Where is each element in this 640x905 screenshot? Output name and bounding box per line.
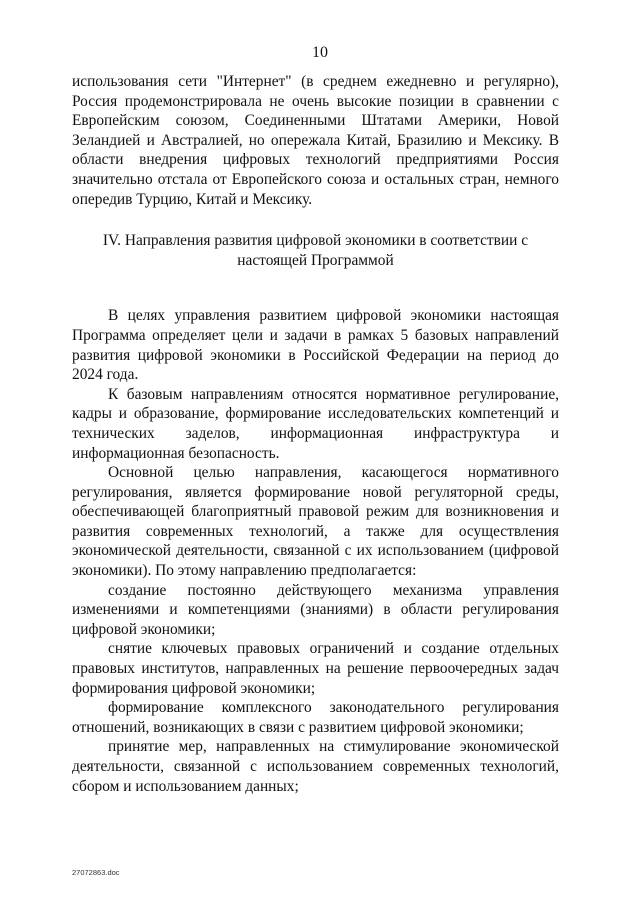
paragraph: В целях управления развитием цифровой экономики настоящая Программа определяет цели и задачи в рамках 5 базовых направлений развития цифровой экономики в Российской Федерации на период до 2024 года. — [72, 307, 559, 384]
section-heading: IV. Направления развития цифровой экономики в соответствии с настоящей Программой — [102, 232, 529, 269]
footer-filename: 27072863.doc — [72, 868, 120, 877]
page-number: 10 — [312, 44, 328, 61]
list-item: создание постоянно действующего механизма управления изменениями и компетенциями (знаниями) в области регулирования цифровой экономики; — [72, 581, 559, 638]
list-item: снятие ключевых правовых ограничений и создание отдельных правовых институтов, направленных на решение первоочередных задач формирования цифровой экономики; — [72, 640, 559, 697]
document-body — [72, 72, 559, 796]
list-item: формирование комплексного законодательного регулирования отношений, возникающих в связи с развитием цифровой экономики; — [72, 699, 559, 736]
list-item: принятие мер, направленных на стимулирование экономической деятельности, связанной с использованием современных технологий, сбором и использованием данных; — [72, 738, 559, 795]
paragraph: Основной целью направления, касающегося нормативного регулирования, является формирование новой регуляторной среды, обеспечивающей благоприятный правовой режим для возникновения и развития современных технологий, а также для осуществления экономической деятельности, связанной с их использованием (цифровой экономики). По этому направлению предполагается: — [72, 464, 559, 580]
paragraph: К базовым направлениям относятся нормативное регулирование, кадры и образование, формирование исследовательских компетенций и технических заделов, информационная инфраструктура и информационная безопасность. — [72, 385, 559, 462]
paragraph-continuation: использования сети "Интернет" (в среднем ежедневно и регулярно), Россия продемонстрировала не очень высокие позиции в сравнении с Европейским союзом, Соединенными Штатами Америки, Новой Зеландией и Австралией, но опережала Китай, Бразилию и Мексику. В области внедрения цифровых технологий предприятиями Россия значительно отстала от Европейского союза и остальных стран, немного опередив Турцию, Китай и Мексику. — [72, 73, 559, 208]
